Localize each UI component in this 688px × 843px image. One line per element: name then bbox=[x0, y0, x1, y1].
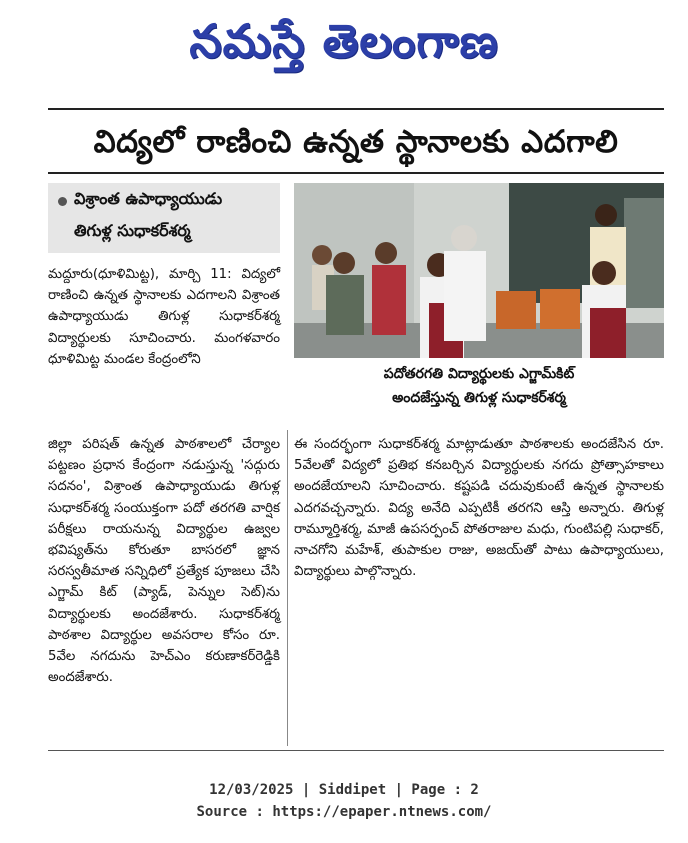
article-text: ఈ సందర్భంగా సుధాకర్‌శర్మ మాట్లాడుతూ పాఠశాలకు అందజేసిన రూ. 5వేలతో విద్యలో ప్రతిభ కనబర్చిన విద్యార్థులకు నగదు ప్రోత్సాహకాలు అందజేయాలని సూచించారు. కష్టపడి చదువుకుంటే ఉన్నత స్థానాలకు ఎదగవచ్చన్నారు. విద్య అనేది ఎప్పటికీ తరగని ఆస్తి అన్నారు. తిగుళ్ల రామ్మూర్తిశర్మ, మాజీ ఉపసర్పంచ్ పోతరాజుల మధు, గుంటిపల్లి సుధాకర్, నాచగోని మహేశ్, తుపాకుల రాజు, అజయ్‌తో పాటు ఉపాధ్యాయులు, విద్యార్థులు పాల్గొన్నారు. bbox=[294, 437, 664, 580]
photo-caption bbox=[294, 362, 664, 418]
byline-name: తిగుళ్ల సుధాకర్‌శర్మ bbox=[74, 221, 191, 240]
bullet-icon bbox=[58, 197, 67, 206]
footer-source: Source : https://epaper.ntnews.com/ bbox=[196, 804, 492, 820]
footer-meta: 12/03/2025 | Siddipet | Page : 2 bbox=[209, 782, 479, 798]
byline-role: విశ్రాంత ఉపాధ్యాయుడు bbox=[74, 189, 223, 208]
article-column-1-top bbox=[48, 264, 280, 370]
article-photo bbox=[294, 183, 664, 358]
article-text: జిల్లా పరిషత్ ఉన్నత పాఠశాలలో చేర్యాల పట్టణం ప్రధాన కేంద్రంగా నడుస్తున్న 'సద్గురు సదనం', విశ్రాంత ఉపాధ్యాయుడు తిగుళ్ల సుధాకర్‌శర్మ సంయుక్తంగా పదో తరగతి వార్షిక పరీక్షలు రాయనున్న విద్యార్థుల ఉజ్వల భవిష్యత్‌ను కోరుతూ బాసరలో జ్ఞాన సరస్వతీమాత సన్నిధిలో ప్రత్యేక పూజలు చేసి ఎగ్జామ్ కిట్ (ప్యాడ్, పెన్నుల సెట్)ను విద్యార్థులకు అందజేశారు. సుధాకర్‌శర్మ పాఠశాల విద్యార్థుల అవసరాల కోసం రూ. 5వేల నగదును హెచ్‌ఎం కరుణాకర్‌రెడ్డికి అందజేశారు. bbox=[48, 437, 280, 686]
caption-line-1: పదోతరగతి విద్యార్థులకు ఎగ్జామ్‌కిట్ bbox=[383, 366, 575, 382]
byline-box bbox=[48, 183, 280, 253]
headline-top-rule bbox=[48, 108, 664, 110]
column-divider bbox=[287, 430, 288, 746]
masthead-title: నమస్తే తెలంగాణ bbox=[189, 14, 499, 68]
caption-line-2: అందజేస్తున్న తిగుళ్ల సుధాకర్‌శర్మ bbox=[392, 390, 566, 406]
article-text: మద్దూరు(ధూళిమిట్ట), మార్చి 11: విద్యలో రాణించి ఉన్నత స్థానాలకు ఎదగాలని విశ్రాంత ఉపాధ్యాయుడు తిగుళ్ల సుధాకర్‌శర్మ విద్యార్థులకు సూచించారు. మంగళవారం ధూళిమిట్ట మండల కేంద్రంలోని bbox=[48, 267, 280, 367]
newspaper-masthead bbox=[0, 6, 688, 76]
photo-illustration bbox=[294, 183, 664, 358]
article-column-1-bottom bbox=[48, 434, 280, 688]
article-headline: విద్యలో రాణించి ఉన్నత స్థానాలకు ఎదగాలి bbox=[93, 124, 619, 160]
footer-rule bbox=[48, 750, 664, 751]
headline-bottom-rule bbox=[48, 172, 664, 174]
article-column-2 bbox=[294, 434, 664, 582]
